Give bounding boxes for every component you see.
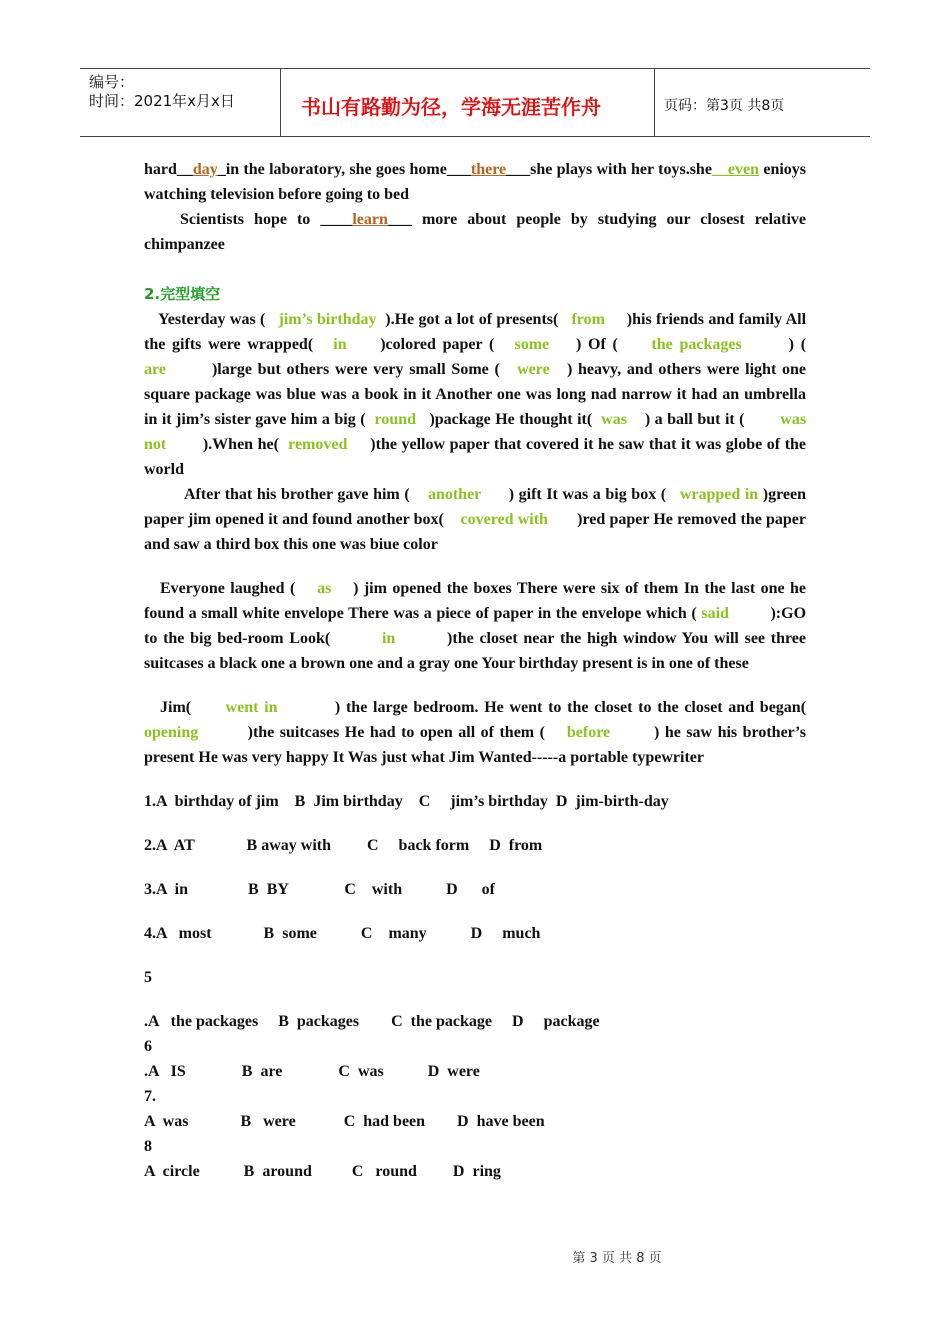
text: _in the laboratory, she goes home___: [217, 161, 471, 178]
answer: the packages: [651, 336, 742, 353]
header-meta: [80, 69, 280, 136]
page-number: 第 3 页 共 8 页: [572, 1251, 662, 1266]
cloze-paragraph-2: [144, 482, 806, 557]
text: )colored paper (: [380, 336, 495, 353]
answer: was: [601, 411, 627, 428]
intro-paragraph-1: [144, 157, 806, 207]
answer: were: [517, 361, 550, 378]
question-5-number: 5: [144, 969, 152, 986]
section-title-row: [144, 282, 806, 307]
text: )package He thought it(: [429, 411, 593, 428]
text: ).When he(: [202, 436, 279, 453]
question-8: A circle B around C round D ring: [144, 1163, 501, 1180]
text: ) he saw his brother’s present He was very happy It Was just what Jim Wanted-----a portable typewriter: [144, 724, 807, 766]
text: ):GO to the big bed-room Look(: [144, 605, 807, 647]
header-motto-cell: [280, 69, 655, 136]
cloze-paragraph-3: [144, 576, 806, 676]
page-footer: [0, 1247, 950, 1266]
text: Jim(: [160, 699, 192, 716]
answer: removed: [288, 436, 348, 453]
question-7-number: 7.: [144, 1088, 156, 1105]
answer: __even: [711, 161, 760, 178]
text: )the suitcases He had to open all of them (: [247, 724, 545, 741]
question-4: 4.A most B some C many D much: [144, 925, 541, 942]
answer: said: [701, 605, 729, 622]
answer: from: [571, 311, 605, 328]
text: ).He got a lot of presents(: [385, 311, 559, 328]
answer: there: [470, 161, 507, 178]
answer: before: [566, 724, 611, 741]
text: ) jim opened the boxes There were six of them In the last one he found a small white envelope There was a piece of paper in the envelope which (: [144, 580, 807, 622]
answer: in: [333, 336, 347, 353]
text: ___she plays with her toys.she: [506, 161, 712, 178]
answer: some: [514, 336, 550, 353]
text: enioys watching television before going to bed: [144, 161, 807, 203]
date-label: 时间：2021年x月x日: [89, 92, 235, 110]
text: ___ more about people by studying our closest relative chimpanzee: [144, 211, 807, 253]
answer: day: [192, 161, 218, 178]
answer: learn: [352, 211, 388, 228]
text: Everyone laughed (: [160, 580, 296, 597]
question-5: .A the packages B packages C the package D package: [144, 1013, 600, 1030]
intro-paragraph-2: [144, 207, 806, 257]
text: )the closet near the high window You will see three suitcases a black one a brown one and a gray one Your birthday present is in one of these: [144, 630, 807, 672]
answer: jim’s birthday: [278, 311, 377, 328]
answer: in: [381, 630, 396, 647]
text: )red paper He removed the paper and saw a third box this one was biue color: [144, 511, 807, 553]
text: ) the large bedroom. He went to the closet to the closet and began(: [334, 699, 807, 716]
answer: covered with: [460, 511, 548, 528]
text: ) Of (: [575, 336, 618, 353]
text: ) a ball but it (: [644, 411, 745, 428]
document-body: [144, 157, 806, 1184]
text: hard__: [144, 161, 193, 178]
text: ) (: [788, 336, 807, 353]
answer: opening: [144, 724, 199, 741]
code-label: 编号：: [89, 73, 135, 91]
question-1: 1.A birthday of jim B Jim birthday C jim’s birthday D jim-birth-day: [144, 793, 669, 810]
text: After that his brother gave him (: [184, 486, 410, 503]
text: Yesterday was (: [158, 311, 266, 328]
answer: are: [144, 361, 166, 378]
section-title: 2.完型填空: [144, 285, 221, 303]
answer: round: [374, 411, 417, 428]
question-3: 3.A in B BY C with D of: [144, 881, 495, 898]
answer: wrapped in: [679, 486, 759, 503]
answer: went in: [225, 699, 278, 716]
answer: was not: [144, 411, 807, 453]
cloze-paragraph-1: [144, 307, 806, 482]
page-label: 页码：第3页 共8页: [664, 98, 785, 114]
page-header: [80, 68, 870, 137]
cloze-paragraph-4: [144, 695, 806, 770]
text: ) gift It was a big box (: [508, 486, 667, 503]
text: )green paper jim opened it and found another box(: [144, 486, 807, 528]
question-2: 2.A AT B away with C back form D from: [144, 837, 543, 854]
question-8-number: 8: [144, 1138, 152, 1155]
text: Scientists hope to ____: [180, 211, 353, 228]
question-6-number: 6: [144, 1038, 152, 1055]
header-page-cell: [654, 69, 870, 136]
text: )large but others were very small Some (: [211, 361, 500, 378]
motto: 书山有路勤为径，学海无涯苦作舟: [301, 95, 601, 119]
question-7: A was B were C had been D have been: [144, 1113, 545, 1130]
answer: as: [317, 580, 332, 597]
text: )the yellow paper that covered it he saw that it was globe of the world: [144, 436, 807, 478]
text: )his friends and family All the gifts were wrapped(: [144, 311, 807, 353]
question-6: .A IS B are C was D were: [144, 1063, 480, 1080]
answer: another: [427, 486, 482, 503]
text: ) heavy, and others were light one square package was blue was a book in it Another one was long nad narrow it had an umbrella in it jim’s sister gave him a big (: [144, 361, 807, 428]
